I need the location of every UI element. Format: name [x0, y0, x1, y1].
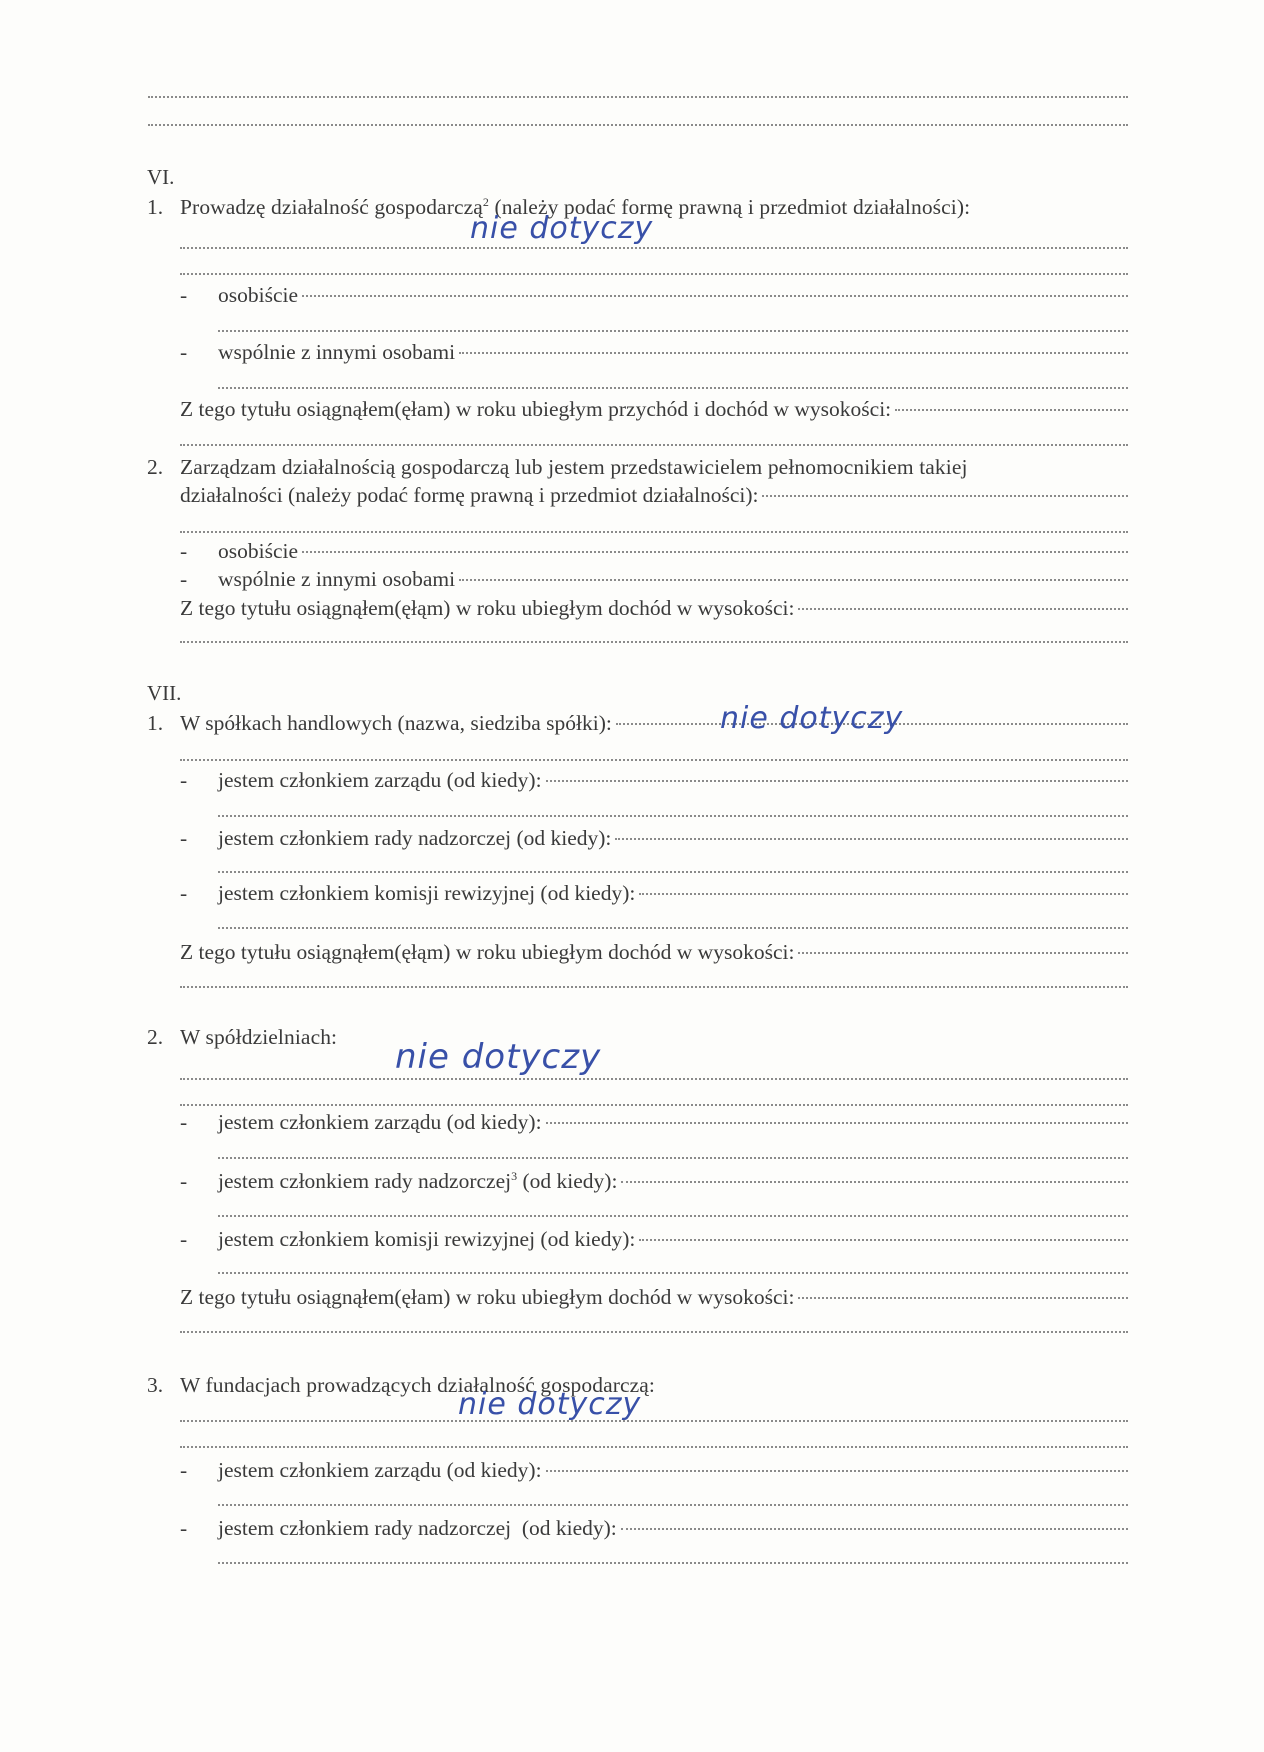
section-vii-header: VII. — [147, 681, 182, 705]
board-member-label: jestem członkiem zarządu (od kiedy): — [218, 1110, 542, 1134]
dotted-fill — [798, 608, 1128, 610]
answer-line — [180, 1104, 1128, 1106]
audit-committee-row — [180, 1226, 1128, 1252]
answer-line — [218, 927, 1128, 929]
item-number: 2. — [147, 1025, 164, 1049]
answer-line — [180, 247, 1128, 249]
dotted-fill — [459, 579, 1128, 581]
answer-line — [180, 1078, 1128, 1080]
personally-label: osobiście — [218, 283, 299, 307]
dotted-fill — [762, 495, 1128, 497]
dotted-fill — [621, 1181, 1128, 1183]
question-text: Prowadzę działalność gospodarczą — [180, 195, 483, 219]
supervisory-board-label: jestem członkiem rady nadzorczej (od kiedy): — [218, 826, 612, 850]
board-member-label: jestem członkiem zarządu (od kiedy): — [218, 1458, 542, 1482]
dotted-fill — [546, 1470, 1128, 1472]
answer-line — [180, 641, 1128, 643]
companies-question-row — [180, 710, 1128, 736]
personally-row — [180, 282, 1128, 308]
audit-committee-label: jestem członkiem komisji rewizyjnej (od kiedy): — [218, 881, 636, 905]
income-row — [180, 939, 1128, 965]
jointly-label: wspólnie z innymi osobami — [218, 567, 456, 591]
income-row — [180, 1284, 1128, 1310]
answer-line — [180, 1420, 1128, 1422]
board-member-row — [180, 1457, 1128, 1483]
footnote-mark: 2 — [482, 194, 489, 209]
dotted-line — [148, 124, 1128, 126]
dotted-fill — [459, 352, 1128, 354]
answer-line — [218, 1272, 1128, 1274]
supervisory-board-row — [180, 1515, 1128, 1541]
dash: - — [180, 1516, 188, 1540]
item-number: 3. — [147, 1373, 164, 1397]
handwritten-answer: nie dotyczy — [458, 1387, 642, 1422]
label-text: jestem członkiem rady nadzorczej — [218, 1169, 512, 1193]
dash: - — [180, 340, 188, 364]
question-text: działalności (należy podać formę prawną i przedmiot działalności): — [180, 483, 759, 507]
dotted-fill — [798, 952, 1128, 954]
personally-row — [180, 538, 1128, 564]
answer-line — [218, 1215, 1128, 1217]
dash: - — [180, 1227, 188, 1251]
section-vi-header: VI. — [147, 165, 175, 189]
question-text: W spółkach handlowych (nazwa, siedziba spółki): — [180, 711, 612, 735]
dash: - — [180, 1169, 188, 1193]
board-member-row — [180, 1109, 1128, 1135]
supervisory-board-label: jestem członkiem rady nadzorczej (od kiedy): — [218, 1516, 617, 1540]
board-member-label: jestem członkiem zarządu (od kiedy): — [218, 768, 542, 792]
income-label: Z tego tytułu osiągnąłem(ęłam) w roku ubiegłym przychód i dochód w wysokości: — [180, 397, 892, 421]
dotted-fill — [546, 780, 1128, 782]
handwritten-answer: nie dotyczy — [470, 211, 654, 246]
answer-line — [180, 273, 1128, 275]
jointly-label: wspólnie z innymi osobami — [218, 340, 456, 364]
dash: - — [180, 567, 188, 591]
management-question-line1: Zarządzam działalnością gospodarczą lub jestem przedstawicielem pełnomocnikiem takiej — [180, 455, 968, 479]
item-number: 1. — [147, 711, 164, 735]
question-text-continued: (należy podać formę prawną i przedmiot działalności): — [489, 195, 971, 219]
dotted-fill — [639, 893, 1128, 895]
dotted-fill — [615, 838, 1128, 840]
answer-line — [180, 759, 1128, 761]
dotted-line — [148, 96, 1128, 98]
dash: - — [180, 1110, 188, 1134]
income-label: Z tego tytułu osiągnąłem(ęłąm) w roku ubiegłym dochód w wysokości: — [180, 940, 795, 964]
item-number: 2. — [147, 455, 164, 479]
income-label: Z tego tytułu osiągnąłem(ęłąm) w roku ubiegłym dochód w wysokości: — [180, 596, 795, 620]
management-question-line2 — [180, 482, 1128, 508]
answer-line — [218, 387, 1128, 389]
dotted-fill — [798, 1297, 1128, 1299]
label-text-continued: (od kiedy): — [517, 1169, 618, 1193]
cooperatives-question: W spółdzielniach: — [180, 1025, 338, 1049]
dash: - — [180, 881, 188, 905]
handwritten-answer: nie dotyczy — [395, 1037, 602, 1077]
supervisory-board-label — [218, 1168, 617, 1194]
answer-line — [180, 531, 1128, 533]
supervisory-board-row — [180, 1168, 1128, 1194]
answer-line — [218, 1562, 1128, 1564]
dash: - — [180, 539, 188, 563]
dash: - — [180, 768, 188, 792]
dotted-fill — [302, 295, 1128, 297]
dotted-fill — [302, 551, 1128, 553]
answer-line — [218, 871, 1128, 873]
footnote-mark: 3 — [511, 1168, 518, 1183]
board-member-row — [180, 767, 1128, 793]
dotted-fill — [639, 1239, 1128, 1241]
handwritten-answer: nie dotyczy — [720, 701, 904, 736]
dash: - — [180, 283, 188, 307]
dotted-fill — [546, 1122, 1128, 1124]
supervisory-board-row — [180, 825, 1128, 851]
foundations-question: W fundacjach prowadzących działalność gospodarczą: — [180, 1373, 655, 1397]
answer-line — [180, 1446, 1128, 1448]
item-number: 1. — [147, 195, 164, 219]
jointly-row — [180, 339, 1128, 365]
income-row — [180, 396, 1128, 422]
dotted-fill — [895, 409, 1128, 411]
audit-committee-label: jestem członkiem komisji rewizyjnej (od kiedy): — [218, 1227, 636, 1251]
personally-label: osobiście — [218, 539, 299, 563]
answer-line — [218, 1157, 1128, 1159]
answer-line — [218, 1504, 1128, 1506]
answer-line — [180, 986, 1128, 988]
income-row — [180, 595, 1128, 621]
answer-line — [218, 330, 1128, 332]
answer-line — [218, 815, 1128, 817]
jointly-row — [180, 566, 1128, 592]
dotted-fill — [621, 1528, 1128, 1530]
income-label: Z tego tytułu osiągnąłem(ęłam) w roku ubiegłym dochód w wysokości: — [180, 1285, 795, 1309]
audit-committee-row — [180, 880, 1128, 906]
dash: - — [180, 1458, 188, 1482]
answer-line — [180, 1331, 1128, 1333]
answer-line — [180, 444, 1128, 446]
dash: - — [180, 826, 188, 850]
